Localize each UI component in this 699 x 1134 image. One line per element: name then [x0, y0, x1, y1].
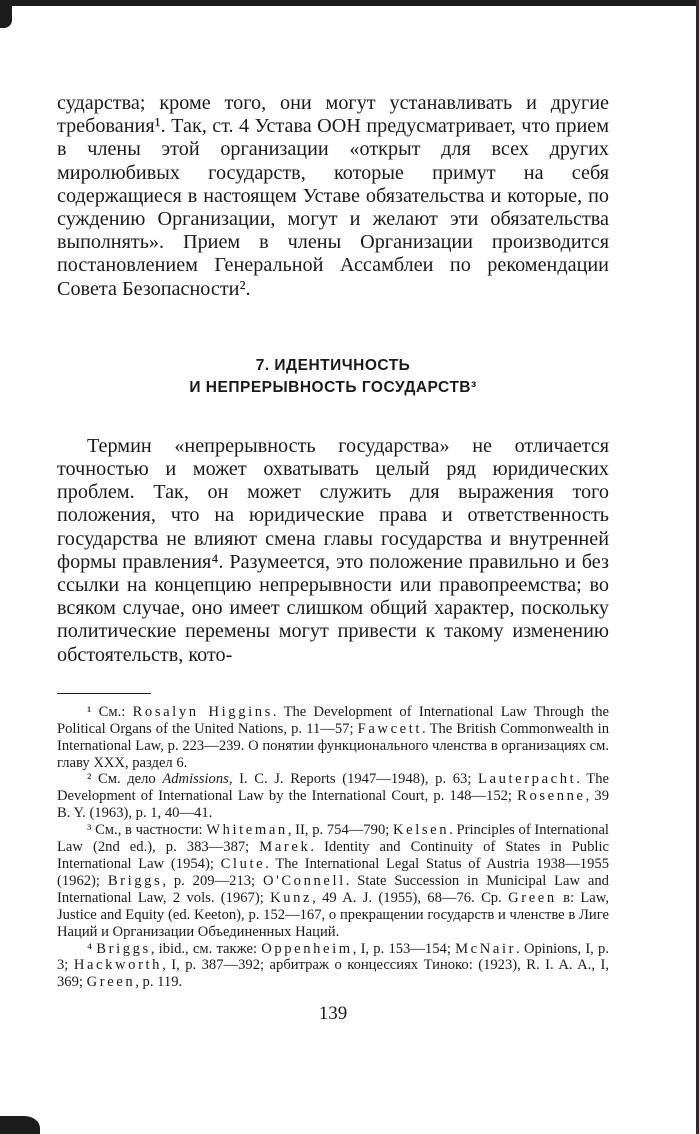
section-heading	[57, 355, 609, 399]
fn3-author-kelsen: Kelsen	[393, 822, 450, 839]
fn4-author-mcnair: McNair	[455, 940, 517, 957]
fn1-text-a: ¹ См.:	[87, 703, 133, 720]
fn3-author-kunz: Kunz	[270, 889, 313, 906]
paragraph-1: сударства; кроме того, они могут устанавливать и другие требования¹. Так, ст. 4 Устава ООН предусматривает, что прием в члены этой организации «открыт для всех других миролюбивых государств, которые примут на себя содержащиеся в настоящем Уставе обязательства и которые, по суждению Организации, могут и желают эти обязательства выполнять». Прием в члены Организации производится постановлением Генеральной Ассамблеи по рекомендации Совета Безопасности².	[57, 92, 609, 300]
book-page	[57, 92, 609, 1025]
fn1-text-c: . The British Commonwealth in International Law, p. 223—239. О понятии функционального членства в организациях см. главу XXX, раздел 6.	[57, 720, 609, 771]
fn4-text-f: , p. 119.	[135, 974, 183, 991]
fn4-text-e: , I, p. 387—392; арбитраж о концессиях Тиноко: (1923), R. I. A. A., I, 369;	[57, 957, 609, 991]
fn4-text-b: , ibid., см. также:	[150, 940, 262, 957]
fn4-author-briggs: Briggs	[96, 940, 151, 957]
fn3-text-c: . Principles of International Law (2nd ed.), p. 383—387;	[57, 822, 609, 856]
fn3-author-briggs: Briggs	[107, 872, 163, 889]
fn3-text-g: . State Succession in Municipal Law and International Law, 2 vols. (1967);	[57, 872, 609, 906]
scan-corner-mark	[0, 0, 12, 28]
fn4-text-c: , I, p. 153—154;	[352, 940, 456, 957]
fn3-author-whiteman: Whiteman	[206, 822, 288, 839]
fn2-text-a: ² См. дело	[87, 771, 163, 788]
scan-corner-mark-bottom	[0, 1116, 40, 1134]
section-heading-line-1: 7. ИДЕНТИЧНОСТЬ	[255, 356, 411, 374]
footnote-4	[57, 941, 609, 992]
fn3-text-f: , p. 209—213;	[162, 872, 263, 889]
fn4-author-green: Green	[86, 974, 136, 991]
footnote-1	[57, 704, 609, 772]
paragraph-2: Термин «непрерывность государства» не отличается точностью и может охватывать целый ряд юридических проблем. Так, он может служить для выражения того положения, что на юридические права и ответственность государства не влияют смена главы государства и внутренней формы правления⁴. Разумеется, это положение правильно и без ссылки на концепцию непрерывности или правопреемства; во всяком случае, оно имеет слишком общий характер, поскольку политические перемены могут привести к такому изменению обстоятельств, кото-	[57, 434, 609, 666]
footnote-3	[57, 822, 609, 940]
fn3-text-e: . The International Legal Status of Austria 1938—1955 (1962);	[57, 856, 609, 889]
scan-top-edge	[0, 0, 699, 6]
fn1-author-higgins: Rosalyn Higgins	[132, 703, 273, 720]
fn4-author-oppenheim: Oppenheim	[261, 940, 353, 957]
fn4-text-d: . Opinions, I, p. 3;	[57, 940, 609, 974]
fn3-author-clute: Clute	[220, 856, 266, 873]
fn1-text-b: . The Development of International Law Through the Political Organs of the United Nations, p. 11—57;	[57, 703, 609, 737]
fn3-text-a: ³ См., в частности:	[87, 822, 207, 839]
fn2-case-title: Admissions	[162, 771, 229, 788]
footnote-separator	[57, 693, 151, 694]
fn4-author-hackworth: Hackworth	[73, 957, 163, 974]
fn2-text-c: . The Development of International Law by the International Court, p. 148—152;	[57, 771, 609, 805]
fn3-author-green: Green	[508, 889, 557, 906]
fn4-text-a: ⁴	[87, 940, 97, 957]
fn3-author-marek: Marek	[259, 839, 311, 856]
section-heading-line-2: И НЕПРЕРЫВНОСТЬ ГОСУДАРСТВ³	[189, 378, 477, 396]
fn1-author-fawcett: Fawcett	[357, 720, 423, 737]
fn3-text-i: в: Law, Justice and Equity (ed. Keeton), p. 152—167, о прекращении государств и членстве в Лиге Наций и Организации Объединенных Наций.	[57, 889, 609, 940]
footnote-2	[57, 771, 609, 822]
fn2-author-rosenne: Rosenne	[517, 788, 586, 805]
fn2-text-b: , I. C. J. Reports (1947—1948), p. 63;	[228, 771, 478, 788]
page-number: 139	[318, 1003, 348, 1025]
fn2-author-lauterpacht: Lauterpacht	[478, 771, 577, 788]
fn3-author-oconnell: O'Connell	[262, 872, 346, 889]
fn3-text-d: . Identity and Continuity of States in Public International Law (1954);	[57, 839, 609, 873]
fn3-text-h: , 49 A. J. (1955), 68—76. Ср.	[312, 889, 509, 906]
fn3-text-b: , II, p. 754—790;	[287, 822, 394, 839]
fn2-text-d: , 39 B. Y. (1963), p. 1, 40—41.	[57, 788, 609, 822]
